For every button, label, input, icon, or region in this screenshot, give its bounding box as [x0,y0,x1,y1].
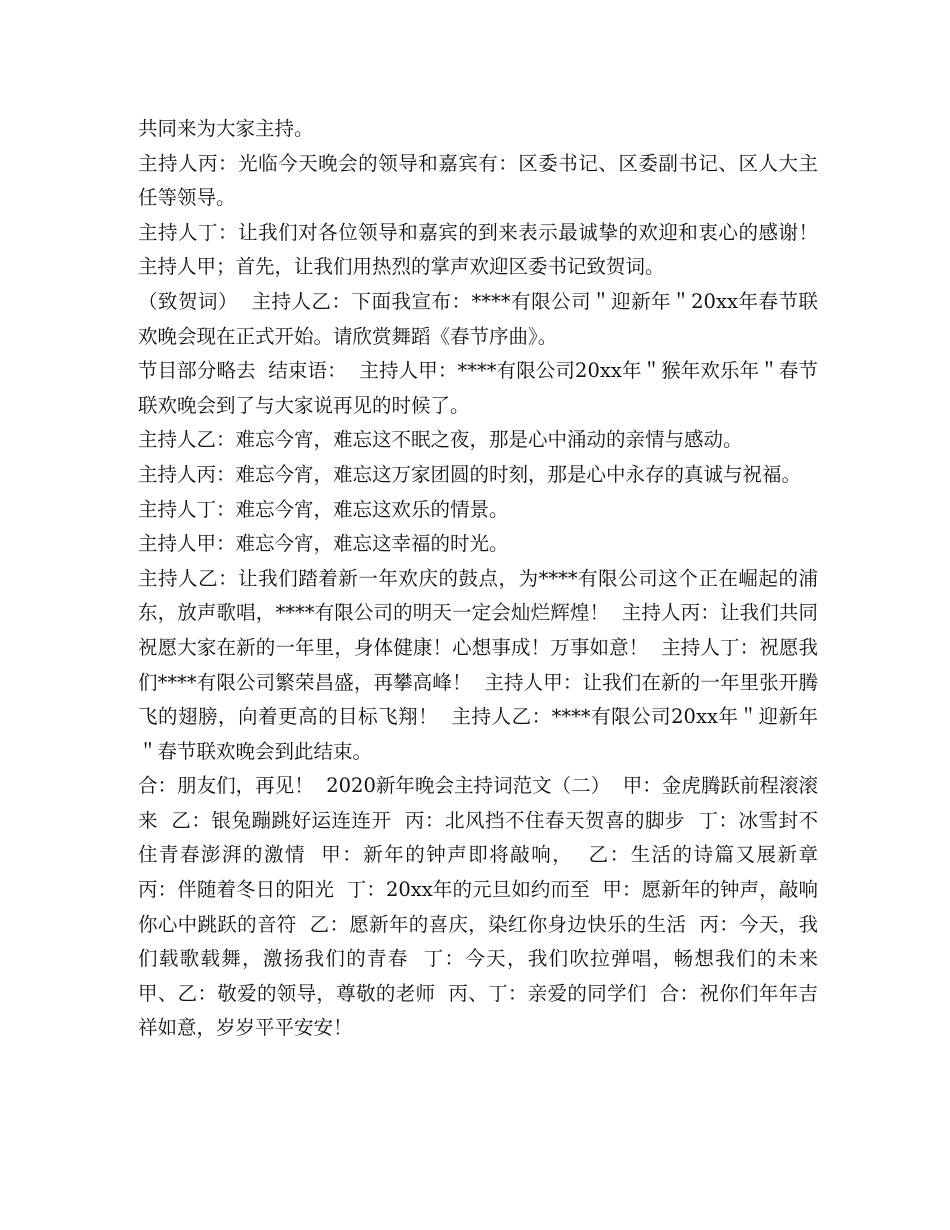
paragraph: 主持人乙：让我们踏着新一年欢庆的鼓点，为****有限公司这个正在崛起的浦东，放声歌唱，****有限公司的明天一定会灿烂辉煌！ 主持人丙：让我们共同祝愿大家在新的一年里，身体健康！心想事成！万事如意！ 主持人丁：祝愿我们****有限公司繁荣昌盛，再攀高峰！ 主持人甲：让我们在新的一年里张开腾飞的翅膀，向着更高的目标飞翔！ 主持人乙：****有限公司20xx年＂迎新年＂春节联欢晚会到此结束。 [138,566,818,763]
paragraph: 节目部分略去 结束语： 主持人甲：****有限公司20xx年＂猴年欢乐年＂春节联欢晚会到了与大家说再见的时候了。 [138,359,818,417]
paragraph: 共同来为大家主持。 [138,117,314,140]
paragraph: 主持人丁：让我们对各位领导和嘉宾的到来表示最诚挚的欢迎和衷心的感谢！ 主持人甲；首先，让我们用热烈的掌声欢迎区委书记致贺词。 [138,220,831,279]
paragraph: 主持人丙：难忘今宵，难忘这万家团圆的时刻，那是心中永存的真诚与祝福。 [138,462,802,486]
paragraph: 合：朋友们，再见！ 2020新年晚会主持词范文（二） 甲：金虎腾跃前程滚滚来 乙：银兔蹦跳好运连连开 丙：北风挡不住春天贺喜的脚步 丁：冰雪封不住青春澎湃的激情 甲：新年的钟声即将敲响， 乙：生活的诗篇又展新章 丙：伴随着冬日的阳光 丁：20xx年的元旦如约而至 甲：愿新年的钟声，敲响你心中跳跃的音符 乙：愿新年的喜庆，染红你身边快乐的生活 丙：今天，我们载歌载舞，激扬我们的青春 丁：今天，我们吹拉弹唱，畅想我们的未来 甲、乙：敬爱的领导，尊敬的老师 丙、丁：亲爱的同学们 合：祝你们年年吉祥如意，岁岁平平安安！ [138,774,831,1040]
paragraph: 主持人乙：难忘今宵，难忘这不眠之夜，那是心中涌动的亲情与感动。 [138,428,743,452]
paragraph: 主持人丁：难忘今宵，难忘这欢乐的情景。 [138,497,509,521]
paragraph: （致贺词） 主持人乙：下面我宣布：****有限公司＂迎新年＂20xx年春节联欢晚会现在正式开始。请欣赏舞蹈《春节序曲》。 [138,289,818,348]
document-body [138,112,831,1046]
paragraph: 主持人甲：难忘今宵，难忘这幸福的时光。 [138,532,509,556]
paragraph: 主持人丙：光临今天晚会的领导和嘉宾有：区委书记、区委副书记、区人大主任等领导。 [138,151,818,210]
